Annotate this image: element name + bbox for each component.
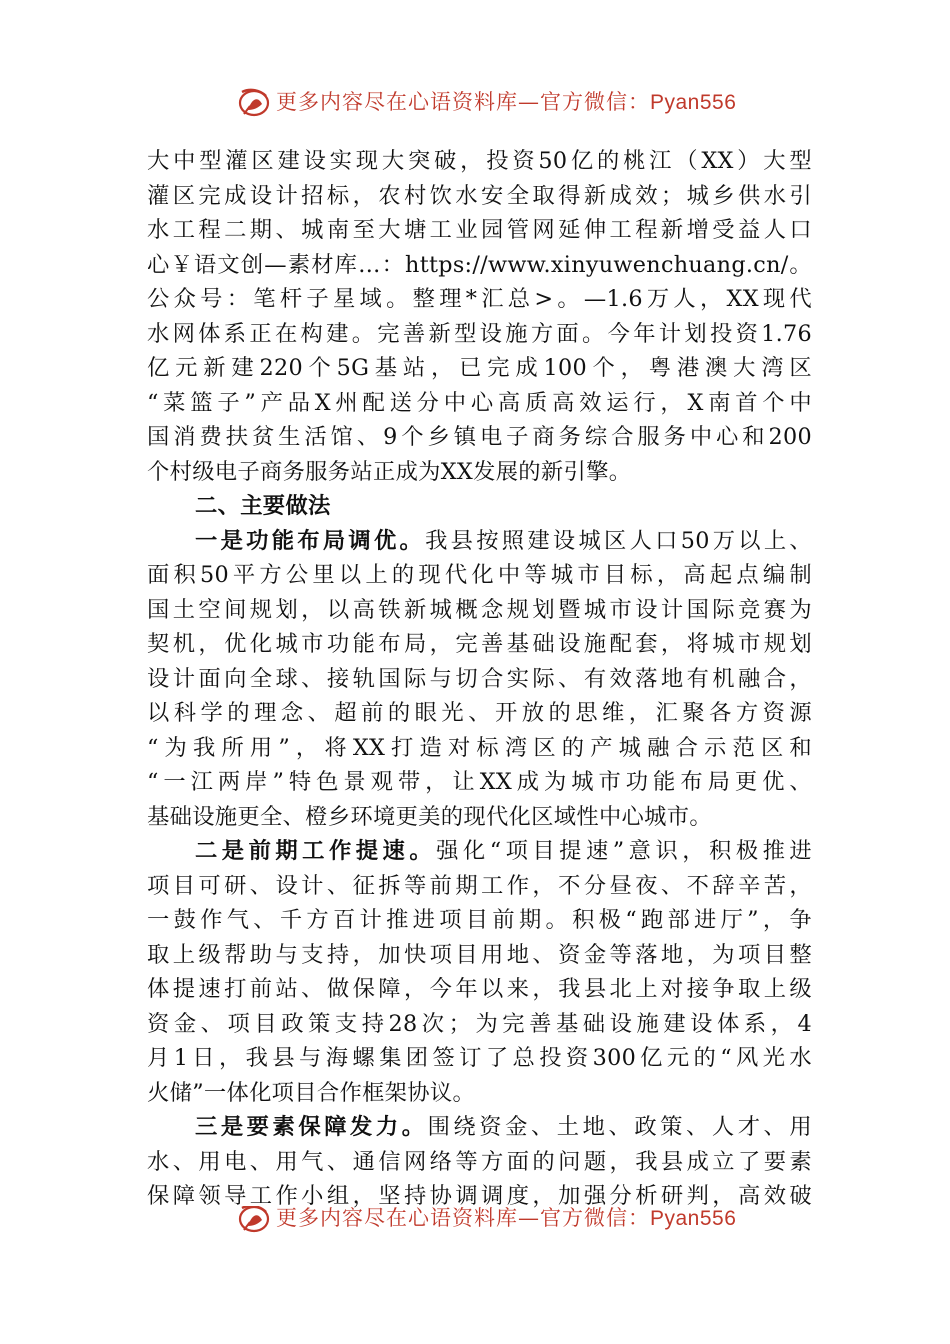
paragraph-2-line: 项目可研、设计、征拆等前期工作，不分昼夜、不辞辛苦， [147,872,812,899]
intro-line: 大中型灌区建设实现大突破，投资50亿的桃江（XX）大型 [147,148,812,174]
intro-line: “菜篮子”产品X州配送分中心高质高效运行，X南首个中 [147,389,812,416]
watermark-text: 更多内容尽在心语资料库—官方微信：Pyan556 [276,90,737,114]
paragraph-2-line: 体提速打前站、做保障，今年以来，我县北上对接争取上级 [147,976,812,1002]
paragraph-3-lead: 三是要素保障发力。 [195,1114,428,1140]
paragraph-2-line: 火储”一体化项目合作框架协议。 [147,1079,476,1106]
paragraph-2-line: 月1日，我县与海螺集团签订了总投资300亿元的“风光水 [147,1045,812,1071]
watermark-text: 更多内容尽在心语资料库—官方微信：Pyan556 [276,1206,737,1230]
paragraph-1-first-line: 一是功能布局调优。我县按照建设城区人口50万以上、 [195,527,812,554]
logo-icon [236,1206,272,1236]
intro-line: 公众号：笔杆子星域。整理*汇总>。—1.6万人，XX现代 [147,286,812,312]
document-body [147,144,812,1214]
paragraph-1-line: 面积50平方公里以上的现代化中等城市目标，高起点编制 [147,562,812,588]
paragraph-1-line: 设计面向全球、接轨国际与切合实际、有效落地有机融合， [147,665,812,692]
paragraph-2-line: 资金、项目政策支持28次；为完善基础设施建设体系，4 [147,1010,812,1037]
intro-line: 灌区完成设计招标，农村饮水安全取得新成效；城乡供水引 [147,182,812,209]
section-heading: 二、主要做法 [195,493,331,519]
intro-line: 水网体系正在构建。完善新型设施方面。今年计划投资1.76 [147,320,812,347]
paragraph-1-line: “为我所用”，将XX打造对标湾区的产城融合示范区和 [147,734,812,761]
paragraph-1-line: 契机，优化城市功能布局，完善基础设施配套，将城市规划 [147,631,812,657]
paragraph-1-line: 基础设施更全、橙乡环境更美的现代化区域性中心城市。 [147,803,712,830]
header-watermark [0,82,950,122]
intro-line: 个村级电子商务服务站正成为XX发展的新引擎。 [147,458,632,485]
paragraph-1-lead: 一是功能布局调优。 [195,527,426,554]
logo-icon [236,84,272,120]
paragraph-2-line: 一鼓作气、千方百计推进项目前期。积极“跑部进厅”，争 [147,907,812,933]
paragraph-2-first-line: 二是前期工作提速。强化“项目提速”意识，积极推进 [195,838,812,864]
paragraph-1-line: “一江两岸”特色景观带，让XX成为城市功能布局更优、 [147,769,812,795]
paragraph-3-line: 水、用电、用气、通信网络等方面的问题，我县成立了要素 [147,1148,812,1175]
paragraph-3-first-line: 三是要素保障发力。围绕资金、土地、政策、人才、用 [195,1114,812,1140]
intro-line: 亿元新建220个5G基站，已完成100个，粤港澳大湾区 [147,355,812,381]
paragraph-2-lead: 二是前期工作提速。 [195,838,437,864]
intro-line: 国消费扶贫生活馆、9个乡镇电子商务综合服务中心和200 [147,424,812,450]
intro-line: 心￥语文创—素材库…：https://www.xinyuwenchuang.cn/。 [147,251,812,278]
paragraph-3-line: 保障领导工作小组，坚持协调调度，加强分析研判，高效破 [147,1183,812,1209]
intro-line: 水工程二期、城南至大塘工业园管网延伸工程新增受益人口 [147,217,812,243]
paragraph-1-line: 国土空间规划，以高铁新城概念规划暨城市设计国际竞赛为 [147,596,812,623]
paragraph-2-line: 取上级帮助与支持，加快项目用地、资金等落地，为项目整 [147,941,812,968]
footer-watermark [0,1206,950,1236]
paragraph-1-line: 以科学的理念、超前的眼光、开放的思维，汇聚各方资源 [147,700,812,726]
